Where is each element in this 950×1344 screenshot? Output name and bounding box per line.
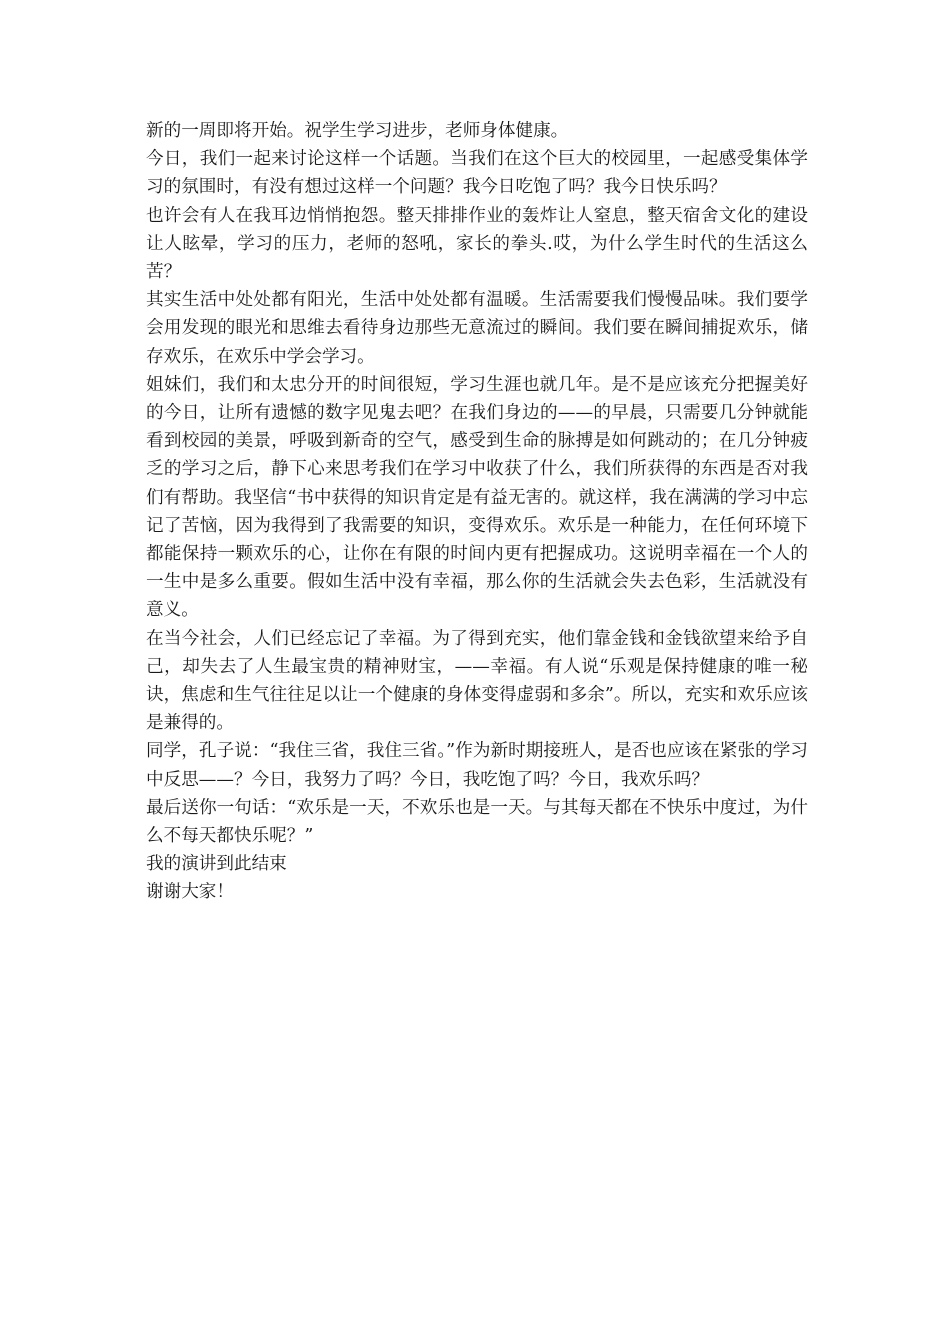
paragraph-topic: 今日，我们一起来讨论这样一个话题。当我们在这个巨大的校园里，一起感受集体学习的氛围时，有没有想过这样一个问题？我今日吃饱了吗？我今日快乐吗？: [146, 149, 808, 198]
paragraph-confucius: 同学，孔子说：“我住三省，我住三省。”作为新时期接班人，是否也应该在紧张的学习中反思——？今日，我努力了吗？今日，我吃饱了吗？今日，我欢乐吗？: [146, 741, 808, 790]
paragraph-complaints: 也许会有人在我耳边悄悄抱怨。整天排排作业的轰炸让人窒息，整天宿舍文化的建设让人眩晕，学习的压力，老师的怒吼，家长的拳头.哎，为什么学生时代的生活这么苦？: [146, 205, 808, 283]
paragraph-end-statement: 我的演讲到此结束: [146, 854, 287, 875]
paragraph-society: 在当今社会，人们已经忘记了幸福。为了得到充实，他们靠金钱和金钱欲望来给予自己，却失去了人生最宝贵的精神财宝，——幸福。有人说“乐观是保持健康的唯一秘诀，焦虑和生气往往足以让一个健康的身体变得虚弱和多余”。所以，充实和欢乐应该是兼得的。: [146, 628, 808, 734]
paragraph-thanks: 谢谢大家！: [146, 882, 234, 903]
paragraph-opening: 新的一周即将开始。祝学生学习进步，老师身体健康。: [146, 121, 569, 141]
paragraph-sunshine: 其实生活中处处都有阳光，生活中处处都有温暖。生活需要我们慢慢品味。我们要学会用发现的眼光和思维去看待身边那些无意流过的瞬间。我们要在瞬间捕捉欢乐，储存欢乐，在欢乐中学会学习。: [146, 290, 808, 367]
paragraph-sisters: 姐妹们，我们和太忠分开的时间很短，学习生涯也就几年。是不是应该充分把握美好的今日，让所有遗憾的数字见鬼去吧？在我们身边的——的早晨，只需要几分钟就能看到校园的美景，呼吸到新奇的空气，感受到生命的脉搏是如何跳动的；在几分钟疲乏的学习之后，静下心来思考我们在学习中收获了什么，我们所获得的东西是否对我们有帮助。我坚信“书中获得的知识肯定是有益无害的。就这样，我在满满的学习中忘记了苦恼，因为我得到了我需要的知识，变得欢乐。欢乐是一种能力，在任何环境下都能保持一颗欢乐的心，让你在有限的时间内更有把握成功。这说明幸福在一个人的一生中是多么重要。假如生活中没有幸福，那么你的生活就会失去色彩，生活就没有意义。: [146, 374, 808, 621]
paragraph-closing-quote: 最后送你一句话：“欢乐是一天，不欢乐也是一天。与其每天都在不快乐中度过，为什么不每天都快乐呢？”: [146, 797, 808, 847]
speech-body: [146, 117, 808, 907]
